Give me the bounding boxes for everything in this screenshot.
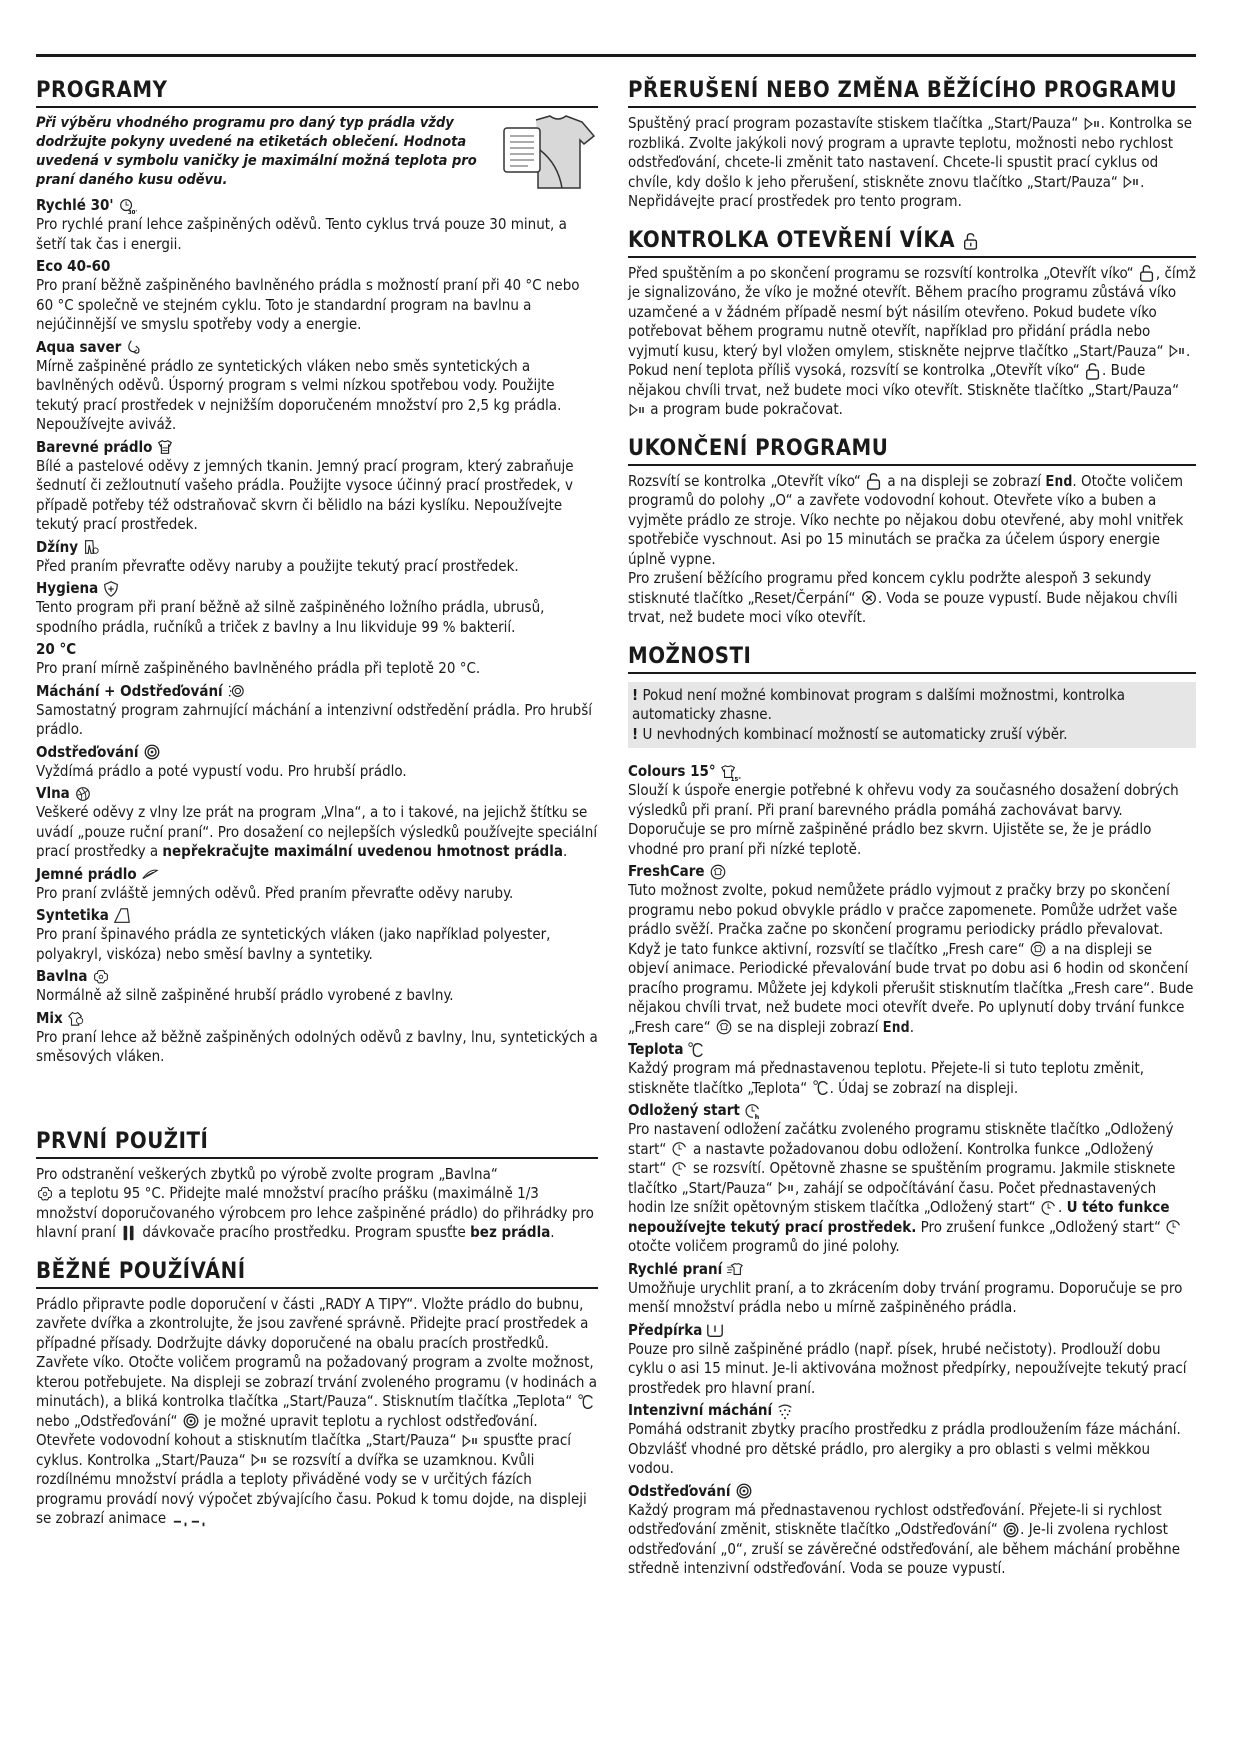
prewash-icon <box>706 1321 724 1339</box>
program-item <box>36 784 598 862</box>
program-text: Pro praní mírně zašpiněného bavlněného prádla při teplotě 20 °C. <box>36 659 481 677</box>
svg-text:30': 30' <box>127 209 137 216</box>
kontrolka-heading: KONTROLKA OTEVŘENÍ VÍKA <box>628 228 1196 258</box>
main-wash-compartment-icon <box>120 1224 138 1242</box>
program-title: Džíny <box>36 537 79 556</box>
programy-heading: PROGRAMY <box>36 78 598 108</box>
program-title: Aqua saver <box>36 337 122 356</box>
display-end-label: End <box>1045 471 1073 490</box>
program-item <box>36 196 598 254</box>
option-item: FreshCare Tuto možnost zvolte, pokud nemůžete prádlo vyjmout z pračky brzy po skončení programu nebo pokud obvykle prádlo v pračce zapomenete. Pomůže udržet vaše prádlo svěží. Pračka začne po skončení programu periodicky prádlo převalovat. Když je tato funkce aktivní, rozsvítí se tlačítko „Fresh care“ a na displeji se objeví animace. Periodické převalování bude trvat po dobu asi 6 hodin od skončení pracího programu. Můžete jej kdykoli přerušit stisknutím tlačítka „Fresh care“. Bude nějakou chvíli trvat, než budete moci otevřít dveře. Po uplynutí doby trvání funkce „Fresh care“ se na displeji zobrazí End. <box>628 862 1194 1036</box>
option-item: Odstřeďování Každý program má přednastavenou rychlost odstřeďování. Přejete-li si rychlost odstřeďování změnit, stiskněte tlačítko „Odstřeďování“ . Je-li zvolena rychlost odstřeďování „0“, zruší se závěrečné odstřeďování, ale během máchání proběhne středně intenzivní odstřeďování. Voda se pouze vypustí. <box>628 1481 1181 1577</box>
option-item: Intenzivní máchání Pomáhá odstranit zbytky pracího prostředku z prádla prodloužením fáze máchání. Obzvlášť vhodné pro dětské prádlo, pro alergiky a pro oblasti s velmi měkkou vodou. <box>628 1401 1181 1477</box>
program-title: Vlna <box>36 784 70 802</box>
wool-icon <box>74 785 92 803</box>
program-text: Bílé a pastelové oděvy z jemných tkanin. Jemný prací program, který zabraňuje šednutí či zežloutnutí vašeho prádla. Použijte vysoce účinný prací prostředek, v případě potřeby též odstraňovač skvrn či bělidlo na bázi kyslíku. Nepoužívejte tekutý prací prostředek. <box>36 456 574 533</box>
rinse-spin-icon <box>227 682 245 700</box>
program-title: Jemné prádlo <box>36 864 137 883</box>
section-kontrolka <box>628 228 1196 420</box>
spin-icon <box>182 1412 200 1430</box>
program-text: Pro praní zvláště jemných oděvů. Před praním převraťte oděvy naruby. <box>36 883 514 902</box>
program-item <box>36 338 598 435</box>
programy-intro: Při výběru vhodného programu pro daný typ prádla vždy dodržujte pokyny uvedené na etiketách oblečení. Hodnota uvedená v symbolu vaničky je maximální možná teplota pro praní daného kusu oděvu. <box>36 115 477 188</box>
start-pause-icon <box>777 1179 795 1197</box>
cotton-flower-icon <box>92 968 110 986</box>
program-title: Rychlé 30' <box>36 196 114 214</box>
left-column <box>36 78 598 1545</box>
program-item <box>36 438 598 535</box>
option-item: Předpírka Pouze pro silně zašpiněné prádlo (např. písek, hrubé nečistoty). Prodlouží dobu cyklu o asi 15 minut. Je-li aktivována možnost předpírky, nepoužívejte tekutý prací prostředek pro hlavní praní. <box>628 1320 1187 1397</box>
unlock-icon <box>1138 264 1156 282</box>
animation-dashes-icon <box>170 1510 210 1528</box>
program-title: Bavlna <box>36 967 88 985</box>
prvni-heading: PRVNÍ POUŽITÍ <box>36 1129 598 1159</box>
program-text: Pro praní špinavého prádla ze syntetických vláken (jako například polyester, polyakryl, viskóza) nebo směsí bavlny a syntetiky. <box>36 925 551 963</box>
section-prvni-pouziti <box>36 1129 598 1243</box>
svg-text:h: h <box>754 1113 760 1121</box>
bezne-text: Prádlo připravte podle doporučení v části „RADY A TIPY“. Vložte prádlo do bubnu, zavřete dvířka a zkontrolujte, že jsou zavřené správně. Přidejte prací prostředek a případné přísady. Dodržujte dávky doporučené na obalu pracích prostředků. Zavřete víko. Otočte voličem programů na požadovaný program a zvolte možnost, kterou potřebujete. Na displeji se zobrazí trvání zvoleného programu (v hodinách a minutách), a bliká kontrolka tlačítka „Start/Pauza“. Stisknutím tlačítka „Teplota“ nebo „Odstřeďování“ je možné upravit teplotu a rychlost odstřeďování. Otevřete vodovodní kohout a stisknutím tlačítka „Start/Pauza“ spusťte prací cyklus. Kontrolka „Start/Pauza“ se rozsvítí a dvířka se uzamknou. Kvůli rozdílnému množství prádla a teploty přiváděné vody se v určitých fázích programu provádí nový výpočet zbývajícího času. Pokud k tomu dojde, na displeji se zobrazí animace <box>36 1294 597 1527</box>
ukonceni-text: Rozsvítí se kontrolka „Otevřít víko“ a na displeji se zobrazí End. Otočte voličem programů do polohy „O“ a zavřete vodovodní kohout. Otevřete víko a buben a vyjměte prádlo ze stroje. Víko nechte po nějakou dobu otevřené, aby mohl vnitřek spotřebiče vyschnout. Asi po 15 minutách se pračka za účelem úspory energie úplně vypne. Pro zrušení běžícího programu před koncem cyklu podržte alespoň 3 sekundy stisknuté tlačítko „Reset/Čerpání“ . Voda se pouze vypustí. Bude nějakou chvíli trvat, než budete moci víko otevřít. <box>628 471 1184 626</box>
delay-start-icon <box>671 1160 689 1178</box>
program-text: Normálně až silně zašpiněné hrubší prádlo vyrobené z bavlny. <box>36 986 454 1004</box>
tshirt-label-icon <box>498 114 598 194</box>
program-title: Barevné prádlo <box>36 437 153 456</box>
program-item <box>36 906 598 964</box>
option-item: Rychlé praní Umožňuje urychlit praní, a to zkrácením doby trvání programu. Doporučuje se pro menší množství prádla nebo u mírně zašpiněného prádla. <box>628 1259 1183 1316</box>
program-item <box>36 1009 598 1067</box>
delay-start-icon <box>1040 1199 1058 1217</box>
intensive-rinse-icon <box>776 1402 794 1420</box>
ukonceni-heading: UKONČENÍ PROGRAMU <box>628 436 1196 466</box>
cotton-flower-icon <box>36 1185 54 1203</box>
moznosti-note: ! Pokud není možné kombinovat program s dalšími možnostmi, kontrolka automaticky zhasne. ! U nevhodných kombinací možností se automaticky zruší výběr. <box>628 682 1196 749</box>
program-title: Mix <box>36 1008 63 1027</box>
delicate-feather-icon <box>141 865 159 883</box>
start-pause-icon <box>628 401 646 419</box>
spin-icon <box>143 743 161 761</box>
start-pause-icon <box>1083 115 1101 133</box>
program-title: Syntetika <box>36 906 109 924</box>
start-pause-icon <box>250 1451 268 1469</box>
moznosti-heading: MOŽNOSTI <box>628 644 1196 674</box>
colour-shirt-icon <box>156 438 174 456</box>
program-item <box>36 579 598 637</box>
program-text: Pro rychlé praní lehce zašpiněných oděvů. Tento cyklus trvá pouze 30 minut, a šetří tak čas i energii. <box>36 215 567 253</box>
program-text: Tento program při praní běžně až silně zašpiněného ložního prádla, ubrusů, spodního prádla, ručníků a triček z bavlny a lnu likviduje 99 % bakterií. <box>36 598 545 636</box>
preruseni-heading: PŘERUŠENÍ NEBO ZMĚNA BĚŽÍCÍHO PROGRAMU <box>628 78 1196 108</box>
option-item: Teplota Každý program má přednastavenou teplotu. Přejete-li si tuto teplotu změnit, stiskněte tlačítko „Teplota“ . Údaj se zobrazí na displeji. <box>628 1040 1145 1097</box>
display-end-label: End <box>882 1017 910 1036</box>
synthetic-icon <box>113 907 131 925</box>
program-text: Veškeré oděvy z vlny lze prát na program „Vlna“, a to i takové, na jejichž štítku se uvádí „pouze ruční praní“. Pro dosažení co nejlepších výsledků používejte speciální prací prostředky a nepřekračujte maximální uvedenou hmotnost prádla. <box>36 803 598 860</box>
water-drop-icon <box>125 338 143 356</box>
program-item <box>36 865 598 904</box>
fresh-care-icon <box>1029 940 1047 958</box>
mix-icon <box>67 1009 85 1027</box>
spin-icon <box>735 1482 753 1500</box>
program-title: Hygiena <box>36 579 99 597</box>
program-text: Pro praní lehce až běžně zašpiněných odolných oděvů z bavlny, lnu, syntetických a směsových vláken. <box>36 1027 598 1065</box>
temperature-icon <box>812 1079 830 1097</box>
rapid-wash-icon <box>726 1260 744 1278</box>
delay-start-icon <box>744 1102 762 1120</box>
temperature-icon <box>687 1041 705 1059</box>
top-rule <box>36 54 1196 57</box>
unlock-icon <box>865 472 883 490</box>
unlock-icon <box>1084 362 1102 380</box>
quick-30-icon <box>118 197 136 215</box>
program-text: Vyždímá prádlo a poté vypustí vodu. Pro hrubší prádlo. <box>36 761 407 780</box>
program-text: Před praním převraťte oděvy naruby a použijte tekutý prací prostředek. <box>36 556 519 575</box>
jeans-icon <box>82 538 100 556</box>
right-column <box>628 78 1196 1595</box>
program-item <box>36 538 598 577</box>
section-bezne-pouzivani <box>36 1259 598 1529</box>
program-item <box>36 682 598 740</box>
bezne-heading: BĚŽNÉ POUŽÍVÁNÍ <box>36 1259 598 1289</box>
program-item <box>36 743 598 782</box>
section-ukonceni <box>628 436 1196 628</box>
reset-drain-icon <box>860 589 878 607</box>
fresh-care-icon <box>709 863 727 881</box>
temperature-icon <box>577 1393 595 1411</box>
program-text: Samostatný program zahrnující máchání a intenzivní odstředění prádla. Pro hrubší prádlo. <box>36 700 593 738</box>
program-title: Odstřeďování <box>36 742 139 761</box>
section-preruseni <box>628 78 1196 212</box>
unlock-icon <box>962 232 980 250</box>
program-title: Máchání + Odstřeďování <box>36 681 223 700</box>
fresh-care-icon <box>715 1018 733 1036</box>
start-pause-icon <box>1122 173 1140 191</box>
program-item <box>36 257 598 335</box>
option-item: Odložený start h Pro nastavení odložení začátku zvoleného programu stiskněte tlačítko „Odložený start“ a nastavte požadovanou dobu odložení. Kontrolka funkce „Odložený start“ se rozsvítí. Opětovně zhasne se spuštěním programu. Jakmile stisknete tlačítko „Start/Pauza“ , zahájí se odpočítávání času. Počet přednastavených hodin lze snížit opětovným stiskem tlačítka „Odložený start“ . U této funkce nepoužívejte tekutý prací prostředek. Pro zrušení funkce „Odložený start“ otočte voličem programů do jiné polohy. <box>628 1101 1196 1257</box>
option-item: Colours 15° 15° Slouží k úspoře energie potřebné k ohřevu vody za současného dosažení dobrých výsledků při praní. Při praní barevného prádla pomáhá zachovávat barvy. Doporučuje se pro mírně zašpiněné prádlo bez skvrn. Ujistěte se, že je prádlo vhodné pro praní při nízké teplotě. <box>628 762 1179 858</box>
program-title: 20 °C <box>36 640 77 658</box>
spin-icon <box>1002 1521 1020 1539</box>
delay-start-icon <box>1165 1218 1183 1236</box>
hygiene-shield-icon <box>102 580 120 598</box>
prvni-text: Pro odstranění veškerých zbytků po výrobě zvolte program „Bavlna“ a teplotu 95 °C. Přidejte malé množství pracího prášku (maximálně 1/3 množství doporučovaného výrobcem pro lehce zašpiněné prádlo) do přihrádky pro hlavní praní dávkovače pracího prostředku. Program spusťte bez prádla. <box>36 1164 594 1241</box>
program-text: Mírně zašpiněné prádlo ze syntetických vláken nebo směs syntetických a bavlněných oděvů. Úsporný program s velmi nízkou spotřebou vody. Použijte tekutý prací prostředek v nejnižším doporučeném množství pro 2,5 kg prádla. Nepoužívejte aviváž. <box>36 356 562 433</box>
kontrolka-text: Před spuštěním a po skončení programu se rozsvítí kontrolka „Otevřít víko“ , čímž je signalizováno, že víko je možné otevřít. Během pracího programu zůstává víko uzamčené a v žádném případě nesmí být násilím otevřeno. Pokud budete víko potřebovat během programu nutně otevřít, například pro přidání prádla nebo vyjmutí kusu, který byl vložen omylem, stiskněte nejprve tlačítko „Start/Pauza“ . Pokud není teplota příliš vysoká, rozsvítí se kontrolka „Otevřít víko“ . Bude nějakou chvíli trvat, než budete moci víko otevřít. Stiskněte tlačítko „Start/Pauza“ a program bude pokračovat. <box>628 263 1196 418</box>
section-programy <box>36 78 598 1067</box>
program-item <box>36 640 598 679</box>
program-item <box>36 967 598 1006</box>
preruseni-text: Spuštěný prací program pozastavíte stiskem tlačítka „Start/Pauza“ . Kontrolka se rozbliká. Zvolte jakýkoli nový program a upravte teplotu, možnosti nebo rychlost odstřeďování, chcete-li změnit tato nastavení. Chcete-li spustit prací cyklus od chvíle, kdy došlo k jeho přerušení, stiskněte znovu tlačítko „Start/Pauza“ . Nepřidávejte prací prostředek pro tento program. <box>628 114 1193 210</box>
delay-start-icon <box>671 1140 689 1158</box>
start-pause-icon <box>1168 342 1186 360</box>
program-title: Eco 40-60 <box>36 257 111 275</box>
colours-15-icon <box>720 763 741 783</box>
start-pause-icon <box>461 1432 479 1450</box>
program-text: Pro praní běžně zašpiněného bavlněného prádla s možností praní při 40 °C nebo 60 °C společně ve stejném cyklu. Toto je standardní program na bavlnu a nejúčinnější ve smyslu spotřeby vody a energie. <box>36 276 580 333</box>
svg-text:15°: 15° <box>730 776 741 783</box>
section-moznosti <box>628 644 1196 1579</box>
